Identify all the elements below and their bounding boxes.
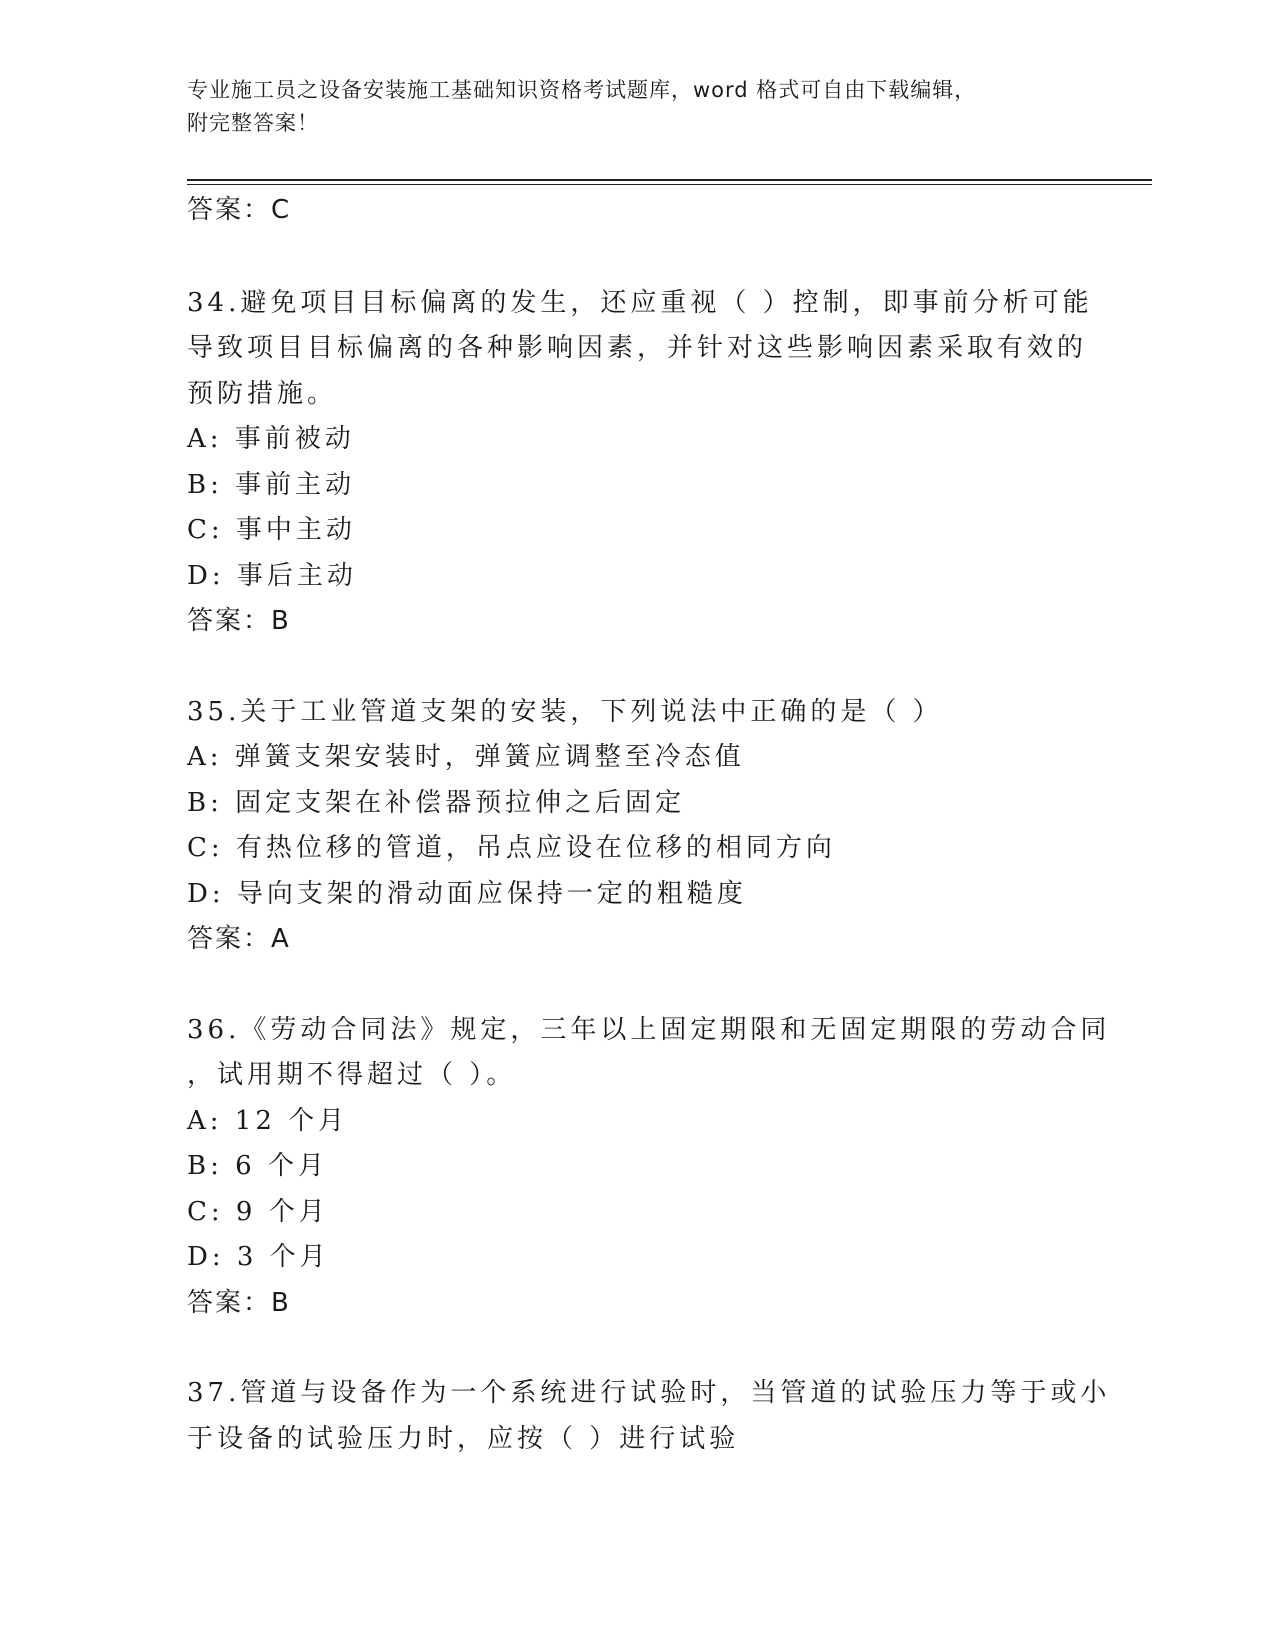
option-a: A: 事前被动: [187, 424, 355, 454]
question-stem-line: 35.关于工业管道支架的安装，下列说法中正确的是（ ）: [187, 696, 943, 727]
question-35: [187, 690, 1087, 963]
question-stem-line: 36.《劳动合同法》规定，三年以上固定期限和无固定期限的劳动合同: [187, 1014, 1111, 1045]
question-34: [187, 281, 1093, 645]
question-37: [187, 1371, 1111, 1462]
question-stem-line: 37.管道与设备作为一个系统进行试验时，当管道的试验压力等于或小: [187, 1378, 1111, 1408]
question-list: [187, 188, 1111, 1462]
option-c: C: 9 个月: [187, 1196, 329, 1227]
document-header: [187, 74, 1087, 140]
option-d: D: 事后主动: [187, 560, 357, 591]
option-b: B: 固定支架在补偿器预拉伸之后固定: [187, 787, 686, 818]
answer-line: 答案：B: [187, 1287, 291, 1318]
option-c: C: 有热位移的管道，吊点应设在位移的相同方向: [187, 833, 836, 863]
question-36: [187, 1008, 1111, 1327]
question-stem-line: 34.避免项目目标偏离的发生，还应重视（ ）控制，即事前分析可能: [187, 287, 1093, 318]
option-d: D: 3 个月: [187, 1242, 330, 1272]
question-stem-line: 导致项目目标偏离的各种影响因素，并针对这些影响因素采取有效的: [187, 333, 1088, 363]
previous-answer: 答案：C: [187, 195, 292, 225]
question-stem-line: 于设备的试验压力时，应按（ ）进行试验: [187, 1423, 740, 1454]
header-divider-thick: [187, 179, 1152, 181]
option-c: C: 事中主动: [187, 515, 356, 545]
option-d: D: 导向支架的滑动面应保持一定的粗糙度: [187, 878, 747, 909]
header-divider-thin: [187, 184, 1152, 185]
option-b: B: 6 个月: [187, 1151, 328, 1181]
option-a: A: 弹簧支架安装时，弹簧应调整至冷态值: [187, 742, 745, 772]
question-stem-line: ，试用期不得超过（ ）。: [187, 1060, 517, 1090]
option-b: B: 事前主动: [187, 469, 356, 500]
option-a: A: 12 个月: [187, 1105, 349, 1136]
answer-line: 答案：B: [187, 606, 291, 636]
header-line-2: 附完整答案！: [187, 111, 319, 135]
answer-line: 答案：A: [187, 924, 291, 954]
header-line-1: 专业施工员之设备安装施工基础知识资格考试题库，word 格式可自由下载编辑，: [187, 78, 977, 102]
question-stem-line: 预防措施。: [187, 378, 338, 409]
